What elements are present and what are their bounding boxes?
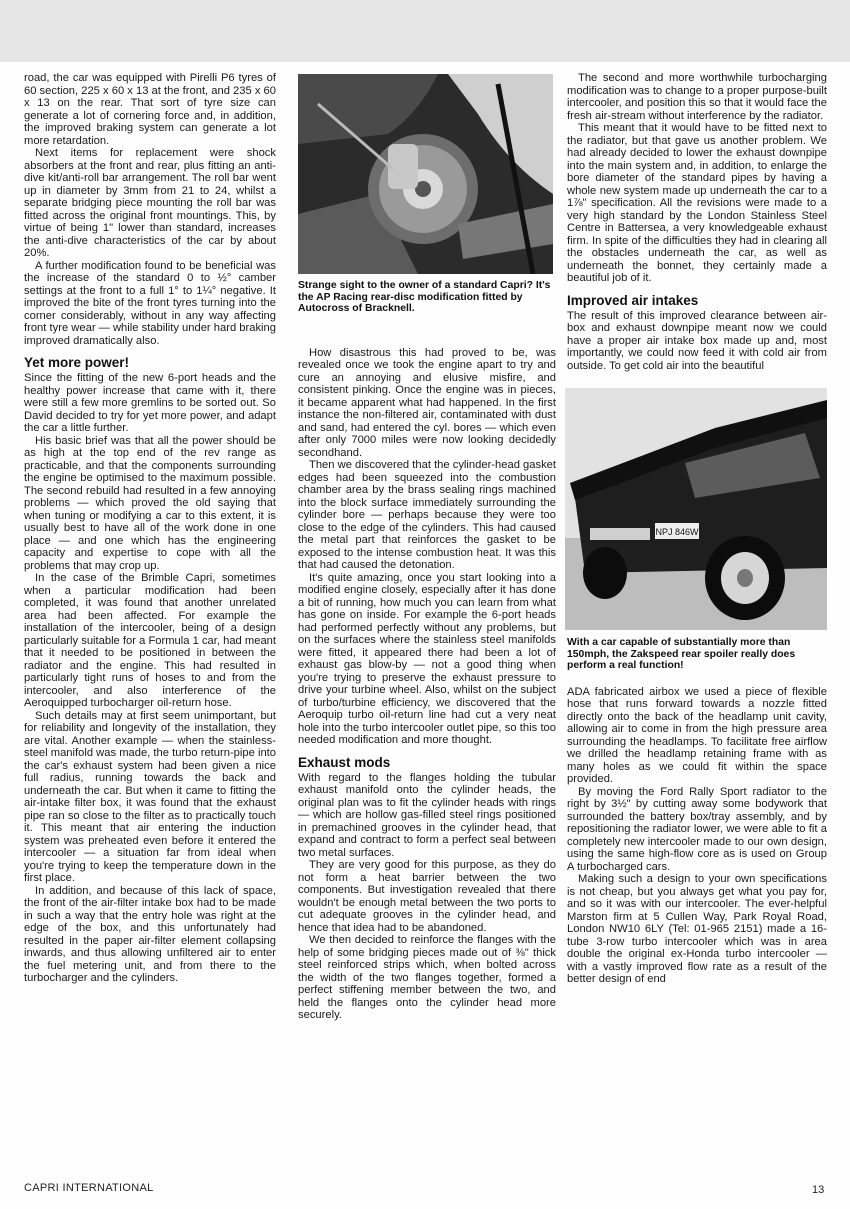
- paragraph: In addition, and because of this lack of space, the front of the air-filter intake box had to be made in such a way that the entry hole was right at the edge of the box, and this unfortunately had resulted in the paper air-filter element collapsing inwards, and thus allowing unfiltered air to enter the fuel metering unit, and from there to the turbocharger and the cylinders.: [24, 884, 276, 984]
- section-heading: Improved air intakes: [567, 292, 699, 308]
- spoiler-photo-graphic: [565, 388, 827, 630]
- paragraph: It's quite amazing, once you start looking into a modified engine closely, especially after it has done a bit of running, how much you can learn from what has gone on inside. For example the 6-port heads had performed perfectly without any problems, but on the surfaces where the stainless steel manifolds were fitted, it appeared there had been a lot of exhaust gas blow-by — not a good thing when you're trying to preserve the exhaust pressure to drive your turbine wheel. Also, whilst on the subject of turbo/turbine efficiency, we discovered that the Aeroquip turbo oil-return line had cut a very neat hole into the turbo intercooler outlet pipe, so this too needed modification and more thought.: [298, 571, 556, 746]
- paragraph: By moving the Ford Rally Sport radiator to the right by 3½" by cutting away some bodywork that surrounded the battery box/tray assembly, and by repositioning the radiator lower, we were able to fit a completely new intercooler made to our own design, using the same high-flow core as is used on Group A turbocharged cars.: [567, 785, 827, 873]
- paragraph: The result of this improved clearance between air-box and exhaust downpipe meant now we could have a proper air intake box made up and, most importantly, we could now feed it with cold air from outside. To get cold air into the beautiful: [567, 309, 827, 372]
- paragraph: road, the car was equipped with Pirelli P6 tyres of 60 section, 225 x 60 x 13 at the front, and 235 x 60 x 13 on the rear. That sort of tyre size can generate a lot of cornering force and, in addition, the improved braking system can generate a lot more retardation.: [24, 72, 276, 147]
- paragraph: The second and more worthwhile turbocharging modification was to change to a proper purpose-built intercooler, and position this so that it would face the fresh air-stream without interference by the radiator.: [567, 72, 827, 122]
- paragraph: His basic brief was that all the power should be as high at the top end of the rev range as practicable, and that the components surrounding the engine be optimised to the maximum possible. The second rebuild had resulted in a few annoying problems — which proved the old saying that when tuning or modifying a car to this extent, it is usually best to have all of the work done in one place — and one which has the engineering capacity and expertise to cope with all the problems that may crop up.: [24, 434, 276, 572]
- paragraph: Such details may at first seem unimportant, but for reliability and longevity of the installation, they are vital. Another example — when the stainless-steel manifold was made, the turbo return-pipe into the car's exhaust system had been given a nice full radius, running towards the back and underneath the car. But when it came to fitting the air-intake filter box, it was found that the exhaust pipe ran so close to the filter as to practically touch it. This meant that air entering the induction system was preheated even before it entered the intercooler — a situation far from ideal when you're trying to keep the temperature down in the first place.: [24, 709, 276, 884]
- paragraph: With regard to the flanges holding the tubular exhaust manifold onto the cylinder heads, the original plan was to fit the cylinder heads with rings — which are hollow gas-filled steel rings positioned in premachined grooves in the cylinder head, that expand and contract to form a perfect seal between two metal surfaces.: [298, 771, 556, 859]
- paragraph: In the case of the Brimble Capri, sometimes when a particular modification had been completed, it was found that another unrelated area had been affected. For example the installation of the intercooler, being of a design particularly suitable for a Formula 1 car, had meant that it needed to be positioned in between the radiator and the engine. This had resulted in particularly tight runs of hoses to and from the intercooler, and also interference of the Aeroquipped turbocharger oil-return hose.: [24, 572, 276, 709]
- paragraph: They are very good for this purpose, as they do not form a heat barrier between the two components. But investigation revealed that there wouldn't be enough metal between the two ports to cut adequate grooves in the cylinder head, and hence that idea had to be abandoned.: [298, 859, 556, 934]
- paragraph: ADA fabricated airbox we used a piece of flexible hose that runs forward towards a nozzle fitted directly onto the back of the headlamp unit cavity, allowing air to come in from the high pressure area surrounding the headlamps. To facilitate free airflow we drilled the headlamp retaining frame with as many holes as we could fit within the space provided.: [567, 685, 827, 785]
- paragraph: Since the fitting of the new 6-port heads and the healthy power increase that came with it, there were still a few more gremlins to be sorted out. So David decided to try for yet more power, and adapt the car a little further.: [24, 372, 276, 434]
- article-column-1: [24, 72, 276, 985]
- paragraph: Next items for replacement were shock absorbers at the front and rear, plus fitting an anti-dive kit/anti-roll bar arrangement. The roll bar went up in diameter by 3mm from 21 to 24, whilst a separate bridging piece mounting the roll bar was fitted across the original front mountings. This, by virtue of being 1" lower than standard, increases the anti-dive characteristics of the car by about 20%.: [24, 147, 276, 259]
- section-heading: Yet more power!: [24, 355, 130, 370]
- brake-photo-graphic: [298, 74, 553, 274]
- paragraph: How disastrous this had proved to be, was revealed once we took the engine apart to try and cure an annoying and elusive misfire, and consistent pinking. Once the engine was in pieces, it became apparent what had happened. In the first instance the non-filtered air, contaminated with dust and sand, had entered the cyl. bores — which even after only 7000 miles were now looking decidedly secondhand.: [298, 346, 556, 459]
- paragraph: We then decided to reinforce the flanges with the help of some bridging pieces made out of ⅜" thick steel reinforced strips which, when bolted across the width of the two flanges together, formed a perfect stiffening member between the two, and held the flanges onto the cylinder head more securely.: [298, 934, 556, 1021]
- paragraph: Then we discovered that the cylinder-head gasket edges had been squeezed into the combustion chamber area by the brass sealing rings machined into the block surface immediately surrounding the cylinder bore — perhaps because they were too close to the edge of the cylinders. This had caused the metal part that reinforces the gasket to be exposed to the intense combustion heat. It was this that had caused the detonation.: [298, 459, 556, 571]
- top-grey-band: [0, 0, 850, 62]
- photo-caption: Strange sight to the owner of a standard Capri? It's the AP Racing rear-disc modification fitted by Autocross of Bracknell.: [298, 280, 551, 314]
- paragraph: Making such a design to your own specifications is not cheap, but you always get what you pay for, and so it was with our intercooler. The ever-helpful Marston firm at 5 Cullen Way, Park Royal Road, London NW10 6LY (Tel: 01-965 2151) made a 16-tube 3-row turbo intercooler which was in area double the original ex-Honda turbo intercooler — with a vastly improved flow rate as a result of the better design of end: [567, 873, 827, 985]
- zakspeed-spoiler-photo: [565, 388, 827, 630]
- section-heading: Exhaust mods: [298, 754, 391, 770]
- rear-disc-brake-photo: [298, 74, 553, 274]
- paragraph: A further modification found to be beneficial was the increase of the standard 0 to ½° camber settings at the front to a full 1° to 1¼° negative. It improved the bite of the front tyres turning into the corner considerably, without in any way affecting front tyre wear — while stability under hard braking improved dramatically also.: [24, 259, 276, 347]
- article-column-3: [567, 72, 827, 986]
- page-number: 13: [812, 1184, 825, 1196]
- photo-caption: With a car capable of substantially more than 150mph, the Zakspeed rear spoiler really does perform a real function!: [567, 637, 796, 671]
- article-column-2: [298, 72, 556, 1022]
- number-plate: NPJ 846W: [655, 527, 699, 537]
- magazine-name-footer: CAPRI INTERNATIONAL: [24, 1182, 154, 1194]
- paragraph: This meant that it would have to be fitted next to the radiator, but that gave us another problem. We had already decided to lower the exhaust downpipe into the main system and, in addition, to enlarge the bore diameter of the standard pipes by having a whole new system made up underneath the car to a 1⅞" specification. All the revisions were made to a very high standard by the London Stainless Steel Centre in Battersea, a very knowledgeable exhaust firm. In spite of the difficulties they had in clearing all the obstacles underneath the car, as well as underneath the bonnet, they certainly made a beautiful job of it.: [567, 122, 827, 284]
